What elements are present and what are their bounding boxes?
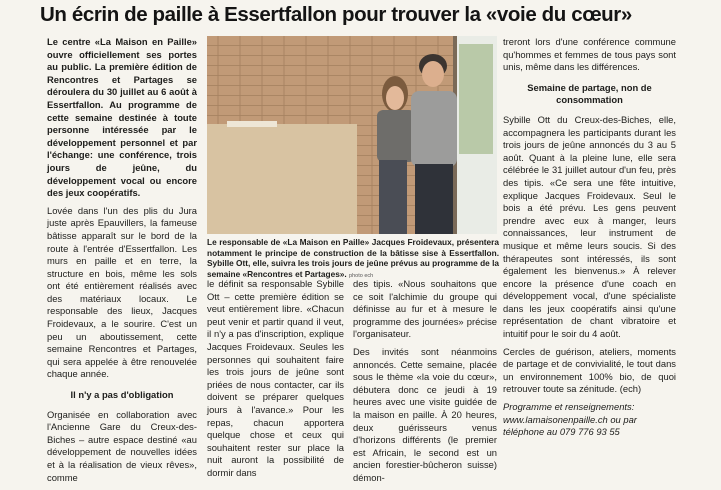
headline: Un écrin de paille à Essertfallon pour trouver la «voie du cœur» xyxy=(40,3,632,26)
article-column-2 xyxy=(207,278,344,485)
lead-paragraph: Le centre «La Maison en Paille» ouvre officiellement ses portes au public. La première édition de Rencontres et Partages se déroulera du 30 juillet au 6 août à Essertfallon. Au programme de cette semaine destinée à toute personne intéressée par le développement personnel et par l'échange: une conférence, trois jours de jeûne, du développement vocal ou encore des jeux coopératifs. xyxy=(47,36,197,199)
body-paragraph: Cercles de guérison, ateliers, moments de partage et de convivialité, le tout dans un environnement 100% bio, de quoi retrouver toute sa zénitude. (ech) xyxy=(503,345,676,395)
photo-illustration xyxy=(207,36,497,234)
subheading: Semaine de partage, non de consommation xyxy=(527,81,652,106)
photo-credit: photo ech xyxy=(349,272,374,279)
contact-info: Programme et renseignements: www.lamaisonenpaille.ch ou par téléphone au 079 776 93 55 xyxy=(503,401,637,438)
caption-text: Le responsable de «La Maison en Paille» Jacques Froidevaux, présentera notamment le principe de construction de la bâtisse sise à Essertfallon. Sybille Ott, elle, suivra les trois jours de jeûne prévus au programme de la semaine «Rencontres et Partages». xyxy=(207,237,499,279)
photo-caption xyxy=(207,237,499,281)
body-paragraph: Sybille Ott du Creux-des-Biches, elle, accompagnera les participants durant les trois jours de jeûne annoncés du 3 au 5 août. Quant à la pleine lune, elle sera célébrée le 31 juillet autour d'un feu, près des tipis. «Ce sera une fête intuitive, explique Jacques Froidevaux. Seul le bois a été prévu. Les gens peuvent prendre avec eux à manger, leurs connaissances, leur instrument de musique et même leurs soucis. Si des thérapeutes sont intéressés, ils sont également les bienvenus.» À relever encore la présence d'une coach en développement vocal, d'une spécialiste dans les jeux coopératifs ainsi qu'une représentation de chant vibratoire et intuitif pour le soir du 4 août. xyxy=(503,113,676,340)
article-column-3 xyxy=(353,278,497,490)
body-paragraph: Organisée en collaboration avec l'Ancienne Gare du Creux-des-Biches – autre espace destiné «au développement de nouvelles idées et à la réalisation de vieux rêves», comme xyxy=(47,408,197,483)
body-paragraph: des tipis. «Nous souhaitons que ce soit l'alchimie du groupe qui définisse au fur et à mesure le programme des journées» précise l'organisateur. xyxy=(353,278,497,340)
article-photo xyxy=(207,36,497,234)
body-paragraph: le définit sa responsable Sybille Ott – cette première édition se veut entièrement libre. «Chacun peut venir et partir quand il veut, il n'y a pas d'inscription, explique Jacques Froidevaux. Seules les personnes qui souhaitent faire les trois jours de jeûne sont priées de nous contacter, car ils doivent se préparer quelques jours à l'avance.» Pour les repas, chacun apportera quelque chose et ceux qui souhaitent rester sur place la nuit auront la possibilité de dormir dans xyxy=(207,278,344,478)
subheading: Il n'y a pas d'obligation xyxy=(70,389,174,401)
body-paragraph: Lovée dans l'un des plis du Jura juste après Epauvillers, la fameuse bâtisse apparaît sur le bord de la route à l'entrée d'Essertfallon. Les murs en paille et en terre, la structure en bois, même les sols ont été entièrement réalisés avec des matériaux locaux. Le responsable des lieux, Jacques Froidevaux, a le sourire. C'est un peu un aboutissement, cette semaine Rencontres et Partages, qui sera appelée à être renouvelée chaque année. xyxy=(47,204,197,380)
body-paragraph: Des invités sont néanmoins annoncés. Cette semaine, placée sous le thème «la voie du cœur», débutera donc ce jeudi à 19 heures avec une visite guidée de la maison en paille. À 20 heures, deux guérisseurs venus d'horizons différents (le premier est Africain, le second est un ancien forestier-bûcheron suisse) démon- xyxy=(353,345,497,483)
body-paragraph: treront lors d'une conférence commune qu'hommes et femmes de tous pays sont unis, même dans les différences. xyxy=(503,36,676,73)
article-column-4 xyxy=(503,36,676,444)
article-column-1 xyxy=(47,36,197,489)
